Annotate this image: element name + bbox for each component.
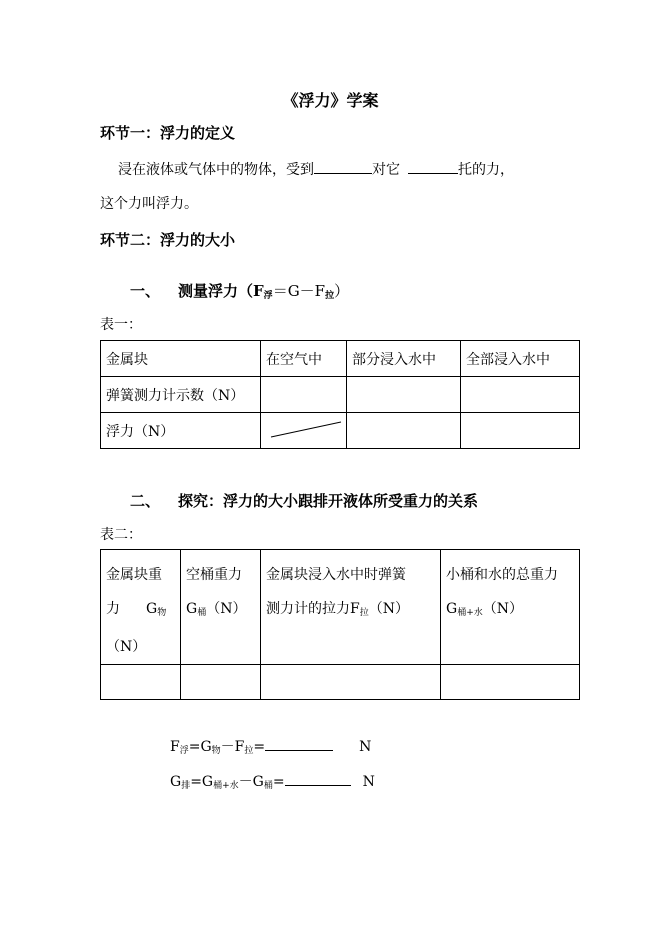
- diagonal-line-icon: [261, 413, 346, 448]
- table1-header-cell: 在空气中: [261, 341, 347, 377]
- formula2-sub-t: 桶: [263, 781, 273, 791]
- table2-h4-sub: 桶+水: [457, 608, 483, 618]
- formula1-eq2: =: [253, 739, 266, 755]
- part1-close: ）: [334, 282, 350, 300]
- blank-1[interactable]: [314, 159, 372, 174]
- table2-h1-text: 力: [106, 601, 120, 617]
- table2-h4-unit: （N）: [482, 601, 523, 617]
- table2-empty-cell[interactable]: [261, 665, 441, 700]
- part2-heading: [130, 490, 478, 511]
- table2-h2-symbol: G: [186, 601, 198, 617]
- table1-empty-cell[interactable]: [347, 413, 461, 449]
- table2-h1-symbol: G: [146, 601, 158, 617]
- table2-header-cell: [101, 550, 181, 665]
- table2-h3-sub: 拉: [359, 608, 369, 618]
- table2-header-cell: [181, 550, 261, 665]
- table2-h2-unit: （N）: [206, 601, 247, 617]
- table2-h1-line1: 金属块重: [106, 567, 162, 583]
- table1-empty-cell[interactable]: [347, 377, 461, 413]
- table2-h3-text: 测力计的拉力: [266, 601, 350, 617]
- table2-h3-line2: [266, 592, 435, 630]
- table-2: [100, 549, 580, 700]
- formula2-minus: －G: [238, 774, 264, 790]
- part1-sub-fu: 浮: [263, 291, 273, 301]
- table2-h3-line1: 金属块浸入水中时弹簧: [266, 567, 406, 583]
- table2-empty-cell[interactable]: [181, 665, 261, 700]
- definition-text-c: 托的力，: [458, 162, 514, 178]
- definition-line-1: [118, 159, 514, 179]
- section1-heading: 环节一：浮力的定义: [100, 124, 236, 142]
- table2-empty-cell[interactable]: [441, 665, 580, 700]
- section2-heading: 环节二：浮力的大小: [100, 231, 236, 249]
- table2-h4-line2: [446, 592, 574, 630]
- table2-h4-line1: 小桶和水的总重力: [446, 567, 558, 583]
- part2-title: 探究：浮力的大小跟排开液体所受重力的关系: [178, 492, 479, 510]
- part1-sub-la: 拉: [325, 291, 335, 301]
- table2-label: 表二：: [100, 527, 142, 543]
- formula1-f: F: [170, 739, 180, 755]
- table2-header-cell: [441, 550, 580, 665]
- formula1-sub-wu: 物: [211, 746, 221, 756]
- part2-number: 二、: [130, 492, 161, 510]
- formula1-sub-la: 拉: [244, 746, 254, 756]
- table2-empty-cell[interactable]: [101, 665, 181, 700]
- formula1-sub-fu: 浮: [179, 746, 189, 756]
- table2-header-cell: [261, 550, 441, 665]
- table-1: [100, 340, 580, 449]
- table1-row-label: 弹簧测力计示数（N）: [101, 377, 261, 413]
- table1-empty-cell[interactable]: [261, 377, 347, 413]
- part1-number: 一、: [130, 282, 161, 300]
- formula-buoyancy: [170, 736, 371, 756]
- table1-label: 表一：: [100, 317, 142, 333]
- table1-header-row: [101, 341, 580, 377]
- formula2-blank[interactable]: [285, 771, 351, 786]
- table-row: [101, 377, 580, 413]
- table2-h2-line2: [186, 592, 255, 630]
- part1-title: 测量浮力（F: [178, 282, 264, 300]
- table1-header-cell: 金属块: [101, 341, 261, 377]
- formula1-blank[interactable]: [265, 736, 333, 751]
- definition-text-a: 浸在液体或气体中的物体，受到: [118, 162, 314, 178]
- blank-2[interactable]: [408, 159, 458, 174]
- formula1-minus: －F: [220, 739, 245, 755]
- table1-header-cell: 部分浸入水中: [347, 341, 461, 377]
- formula1-eq1: =G: [188, 739, 212, 755]
- table1-crossed-cell: [261, 413, 347, 449]
- formula2-unit: N: [362, 774, 375, 790]
- table2-header-row: [101, 550, 580, 665]
- table2-h1-line3: （N）: [106, 639, 147, 655]
- table1-empty-cell[interactable]: [461, 377, 580, 413]
- formula-displaced-weight: [170, 771, 375, 791]
- part1-heading: [130, 280, 349, 301]
- table-row: [101, 665, 580, 700]
- table1-header-cell: 全部浸入水中: [461, 341, 580, 377]
- formula2-eq1: =G: [190, 774, 214, 790]
- table2-h3-unit: （N）: [368, 601, 409, 617]
- table2-h1-sub: 物: [157, 608, 167, 618]
- table2-h1-line2: [106, 592, 175, 630]
- formula2-sub-pai: 排: [181, 781, 191, 791]
- table2-h2-sub: 桶: [197, 608, 207, 618]
- table1-empty-cell[interactable]: [461, 413, 580, 449]
- table-row: [101, 413, 580, 449]
- table2-h3-symbol: F: [350, 601, 360, 617]
- formula2-sub-tw: 桶+水: [213, 781, 239, 791]
- table2-h2-line1: 空桶重力: [186, 567, 242, 583]
- formula1-unit: N: [359, 739, 372, 755]
- table1-row-label: 浮力（N）: [101, 413, 261, 449]
- definition-line-2: 这个力叫浮力。: [100, 196, 198, 212]
- part1-eq: ＝G－F: [272, 282, 326, 300]
- formula2-g: G: [170, 774, 182, 790]
- formula2-eq2: =: [272, 774, 285, 790]
- table2-h4-symbol: G: [446, 601, 458, 617]
- page-title: 《浮力》学案: [282, 91, 379, 110]
- definition-text-b: 对它: [372, 162, 400, 178]
